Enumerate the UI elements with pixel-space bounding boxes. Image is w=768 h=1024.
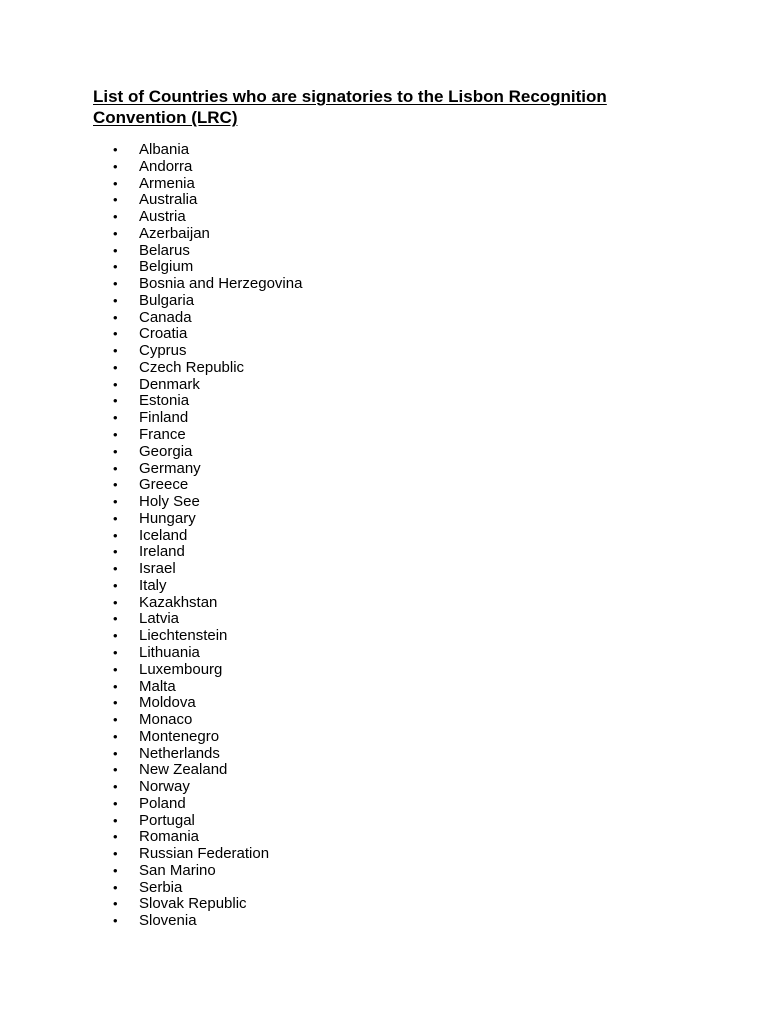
bullet-icon: • bbox=[113, 661, 118, 677]
bullet-icon: • bbox=[113, 510, 118, 526]
bullet-icon: • bbox=[113, 242, 118, 258]
country-list-item bbox=[113, 427, 302, 444]
bullet-icon: • bbox=[113, 628, 118, 644]
country-list-item bbox=[113, 293, 302, 310]
bullet-icon: • bbox=[113, 795, 118, 811]
bullet-icon: • bbox=[113, 762, 118, 778]
country-list-item bbox=[113, 796, 302, 813]
country-name: Czech Republic bbox=[139, 358, 245, 376]
bullet-icon: • bbox=[113, 393, 118, 409]
country-name: Andorra bbox=[139, 157, 193, 175]
bullet-icon: • bbox=[113, 443, 118, 459]
bullet-icon: • bbox=[113, 745, 118, 761]
country-name: Ireland bbox=[139, 543, 185, 561]
bullet-icon: • bbox=[113, 561, 118, 577]
bullet-icon: • bbox=[113, 728, 118, 744]
country-name: New Zealand bbox=[139, 761, 228, 779]
country-name: Liechtenstein bbox=[139, 627, 228, 645]
country-name: Hungary bbox=[139, 509, 196, 527]
country-name: Slovenia bbox=[139, 912, 197, 930]
country-list-item bbox=[113, 343, 302, 360]
country-name: Bosnia and Herzegovina bbox=[139, 275, 303, 293]
country-name: Norway bbox=[139, 778, 190, 796]
country-name: Iceland bbox=[139, 526, 188, 544]
country-list-item bbox=[113, 377, 302, 394]
country-list-item bbox=[113, 846, 302, 863]
bullet-icon: • bbox=[113, 292, 118, 308]
bullet-icon: • bbox=[113, 846, 118, 862]
country-name: San Marino bbox=[139, 861, 216, 879]
country-name: France bbox=[139, 426, 186, 444]
bullet-icon: • bbox=[113, 544, 118, 560]
country-list bbox=[113, 142, 302, 930]
country-name: Estonia bbox=[139, 392, 190, 410]
country-name: Greece bbox=[139, 476, 189, 494]
bullet-icon: • bbox=[113, 343, 118, 359]
bullet-icon: • bbox=[113, 359, 118, 375]
bullet-icon: • bbox=[113, 192, 118, 208]
country-list-item bbox=[113, 863, 302, 880]
country-name: Azerbaijan bbox=[139, 224, 210, 242]
bullet-icon: • bbox=[113, 896, 118, 912]
country-list-item bbox=[113, 712, 302, 729]
country-name: Lithuania bbox=[139, 643, 200, 661]
country-name: Armenia bbox=[139, 174, 195, 192]
bullet-icon: • bbox=[113, 862, 118, 878]
country-list-item bbox=[113, 159, 302, 176]
country-name: Romania bbox=[139, 828, 200, 846]
country-list-item bbox=[113, 461, 302, 478]
country-list-item bbox=[113, 544, 302, 561]
country-name: Albania bbox=[139, 141, 190, 158]
country-name: Cyprus bbox=[139, 342, 187, 360]
country-list-item bbox=[113, 511, 302, 528]
bullet-icon: • bbox=[113, 712, 118, 728]
bullet-icon: • bbox=[113, 427, 118, 443]
country-list-item bbox=[113, 695, 302, 712]
country-name: Monaco bbox=[139, 711, 193, 729]
bullet-icon: • bbox=[113, 276, 118, 292]
country-list-item bbox=[113, 746, 302, 763]
country-name: Kazakhstan bbox=[139, 593, 218, 611]
country-list-item bbox=[113, 176, 302, 193]
country-name: Germany bbox=[139, 459, 201, 477]
bullet-icon: • bbox=[113, 695, 118, 711]
bullet-icon: • bbox=[113, 259, 118, 275]
bullet-icon: • bbox=[113, 594, 118, 610]
country-name: Canada bbox=[139, 308, 192, 326]
country-list-item bbox=[113, 360, 302, 377]
country-name: Holy See bbox=[139, 493, 200, 511]
bullet-icon: • bbox=[113, 678, 118, 694]
bullet-icon: • bbox=[113, 209, 118, 225]
bullet-icon: • bbox=[113, 494, 118, 510]
country-list-item bbox=[113, 477, 302, 494]
bullet-icon: • bbox=[113, 158, 118, 174]
country-list-item bbox=[113, 611, 302, 628]
country-list-item bbox=[113, 762, 302, 779]
country-list-item bbox=[113, 528, 302, 545]
country-list-item bbox=[113, 645, 302, 662]
bullet-icon: • bbox=[113, 577, 118, 593]
bullet-icon: • bbox=[113, 175, 118, 191]
bullet-icon: • bbox=[113, 225, 118, 241]
bullet-icon: • bbox=[113, 779, 118, 795]
country-name: Montenegro bbox=[139, 727, 220, 745]
country-list-item bbox=[113, 595, 302, 612]
country-list-item bbox=[113, 142, 302, 159]
country-name: Moldova bbox=[139, 694, 196, 712]
country-name: Australia bbox=[139, 191, 198, 209]
country-name: Austria bbox=[139, 208, 186, 226]
country-list-item bbox=[113, 679, 302, 696]
bullet-icon: • bbox=[113, 477, 118, 493]
country-list-item bbox=[113, 896, 302, 913]
country-name: Georgia bbox=[139, 442, 193, 460]
country-list-item bbox=[113, 628, 302, 645]
country-list-item bbox=[113, 813, 302, 830]
bullet-icon: • bbox=[113, 326, 118, 342]
bullet-icon: • bbox=[113, 460, 118, 476]
country-name: Latvia bbox=[139, 610, 180, 628]
country-list-item bbox=[113, 410, 302, 427]
country-list-item bbox=[113, 662, 302, 679]
country-list-item bbox=[113, 259, 302, 276]
country-list-item bbox=[113, 209, 302, 226]
country-name: Belgium bbox=[139, 258, 194, 276]
bullet-icon: • bbox=[113, 829, 118, 845]
country-list-item bbox=[113, 578, 302, 595]
country-name: Slovak Republic bbox=[139, 895, 247, 913]
bullet-icon: • bbox=[113, 913, 118, 929]
country-name: Belarus bbox=[139, 241, 190, 259]
country-name: Israel bbox=[139, 560, 176, 578]
country-list-item bbox=[113, 880, 302, 897]
bullet-icon: • bbox=[113, 376, 118, 392]
bullet-icon: • bbox=[113, 812, 118, 828]
country-list-item bbox=[113, 393, 302, 410]
country-name: Poland bbox=[139, 794, 186, 812]
country-list-item bbox=[113, 444, 302, 461]
bullet-icon: • bbox=[113, 879, 118, 895]
country-name: Portugal bbox=[139, 811, 195, 829]
country-name: Malta bbox=[139, 677, 176, 695]
country-name: Finland bbox=[139, 409, 189, 427]
bullet-icon: • bbox=[113, 644, 118, 660]
country-name: Croatia bbox=[139, 325, 188, 343]
page-title: List of Countries who are signatories to the Lisbon Recognition Convention (LRC) bbox=[93, 87, 607, 127]
country-name: Serbia bbox=[139, 878, 183, 896]
country-name: Denmark bbox=[139, 375, 200, 393]
country-name: Italy bbox=[139, 576, 167, 594]
country-name: Russian Federation bbox=[139, 845, 270, 863]
country-list-item bbox=[113, 310, 302, 327]
country-list-item bbox=[113, 729, 302, 746]
country-list-item bbox=[113, 243, 302, 260]
bullet-icon: • bbox=[113, 309, 118, 325]
country-list-item bbox=[113, 226, 302, 243]
country-list-item bbox=[113, 913, 302, 930]
country-list-item bbox=[113, 561, 302, 578]
country-list-item bbox=[113, 276, 302, 293]
country-list-item bbox=[113, 192, 302, 209]
bullet-icon: • bbox=[113, 410, 118, 426]
country-list-item bbox=[113, 326, 302, 343]
country-list-item bbox=[113, 829, 302, 846]
country-name: Luxembourg bbox=[139, 660, 223, 678]
country-name: Netherlands bbox=[139, 744, 220, 762]
country-list-item bbox=[113, 779, 302, 796]
bullet-icon: • bbox=[113, 611, 118, 627]
country-list-item bbox=[113, 494, 302, 511]
bullet-icon: • bbox=[113, 527, 118, 543]
country-name: Bulgaria bbox=[139, 291, 195, 309]
bullet-icon: • bbox=[113, 142, 118, 157]
